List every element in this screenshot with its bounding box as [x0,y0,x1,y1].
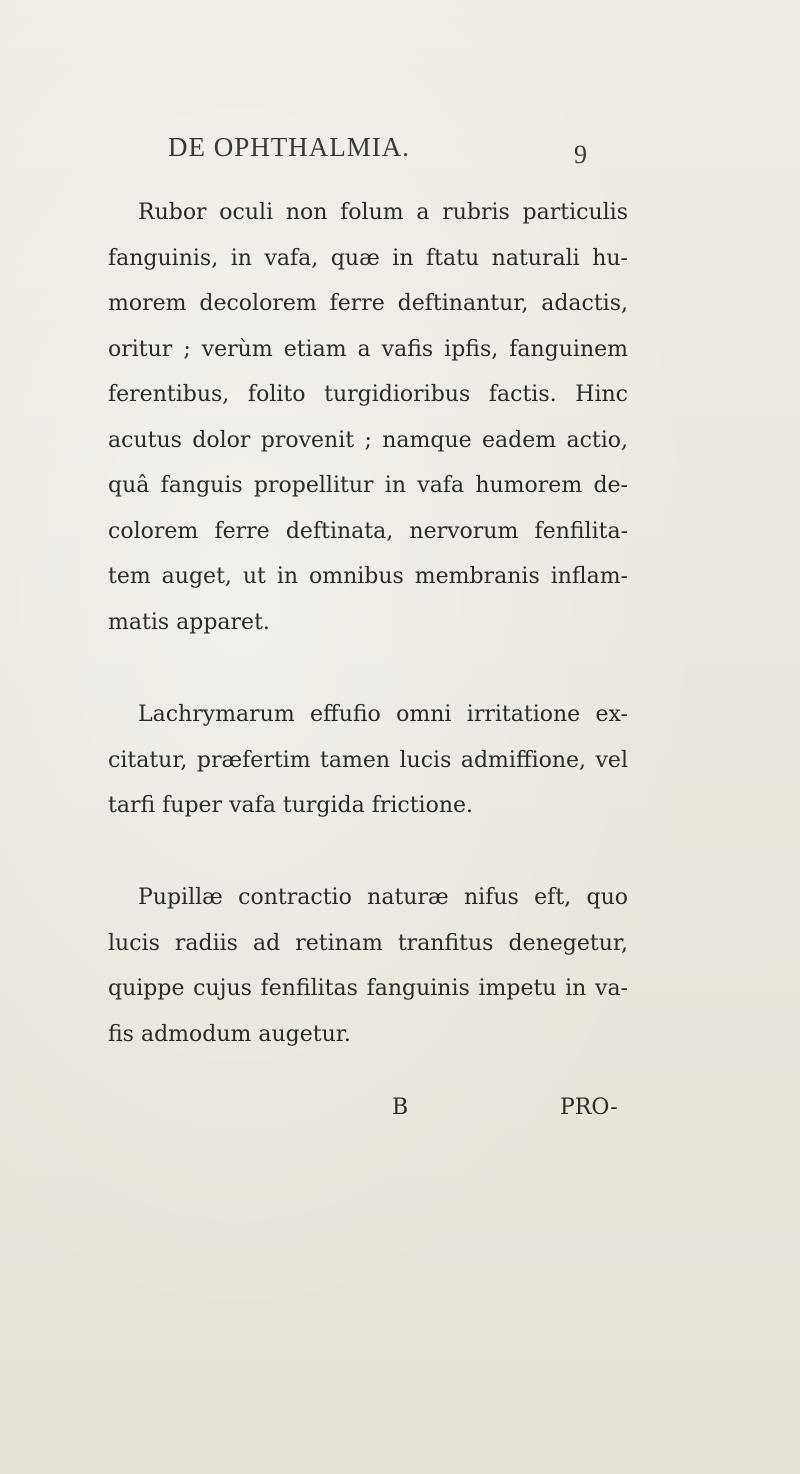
paragraph-text: Rubor oculi non folum a rubris particulis fanguinis, in vafa, quæ in ftatu naturali hu-morem decolorem ferre deftinantur, adactis, oritur ; verùm etiam a vafis ipfis, fanguinem ferentibus, folito turgidioribus factis. Hinc acutus dolor provenit ; namque eadem actio, quâ fanguis propellitur in vafa humorem de-colorem ferre deftinata, nervorum fenfilita-tem auget, ut in omnibus membranis inflam-matis apparet. [108,200,628,635]
page-number: 9 [574,140,587,169]
catchword: PRO- [560,1095,618,1120]
running-title: DE OPHTHALMIA. [168,132,410,162]
paragraph-text: Pupillæ contractio naturæ nifus eft, quo lucis radiis ad retinam tranfitus denegetur, quippe cujus fenfilitas fanguinis impetu in va-fis admodum augetur. [108,885,628,1047]
paragraph-rubor [108,190,628,645]
paragraph-lachrymarum [108,692,628,829]
paragraph-text: Lachrymarum effufio omni irritatione ex-citatur, præfertim tamen lucis admiffione, vel tarfi fuper vafa turgida frictione. [108,702,628,818]
signature-mark: B [392,1095,409,1120]
paragraph-pupillae [108,875,628,1057]
